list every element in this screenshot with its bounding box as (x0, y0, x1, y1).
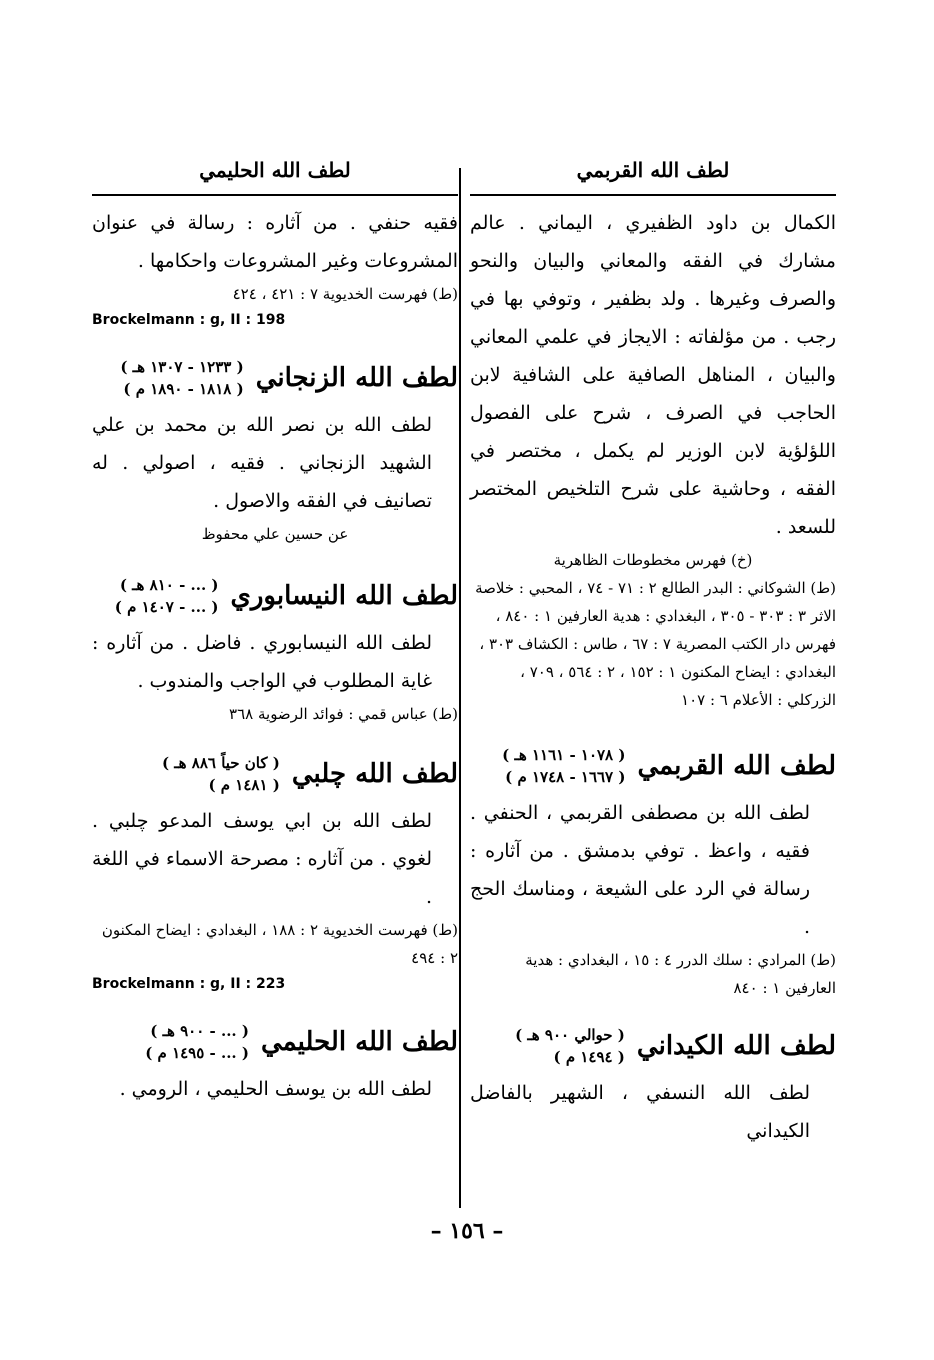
entry-dates (145, 1020, 249, 1064)
entry-name: لطف الله الكيداني (636, 1031, 836, 1061)
entry-dates (120, 356, 243, 400)
gregorian-dates: ( ١٤٨١ م ) (208, 776, 280, 794)
hijri-dates: ( ... - ٨١٠ هـ ) (119, 576, 219, 594)
entry-dates (515, 1024, 625, 1068)
entry-text: لطف الله بن مصطفى القربمي ، الحنفي . فقيه ، واعظ . توفي بدمشق . من آثاره : رسالة في الرد على الشيعة ، ومناسك الحج . (470, 802, 810, 938)
entry-text: لطف الله بن نصر الله بن محمد بن علي الشهيد الزنجاني . فقيه ، اصولي . له تصانيف في الفقه والاصول . (92, 414, 432, 512)
reference: (ط) فهرست الخديوية ٧ : ٤٢١ ، ٤٢٤ (232, 285, 458, 303)
hijri-dates: ( حوالي ٩٠٠ هـ ) (515, 1026, 625, 1044)
entry-dates (502, 744, 625, 788)
hijri-dates: ( كان حياً ٨٨٦ هـ ) (161, 754, 280, 772)
entry-heading (92, 752, 458, 796)
hijri-dates: ( ١٢٣٣ - ١٣٠٧ هـ ) (120, 358, 244, 376)
hijri-dates: ( ... - ٩٠٠ هـ ) (150, 1022, 249, 1040)
hijri-dates: ( ١٠٧٨ - ١١٦١ هـ ) (502, 746, 626, 764)
gregorian-dates: ( ١٨١٨ - ١٨٩٠ م ) (123, 380, 244, 398)
gregorian-dates: ( ... - ١٤٩٥ م ) (145, 1044, 249, 1062)
latin-reference: Brockelmann : g, II : 223 (92, 976, 286, 992)
entry-name: لطف الله چلبي (291, 759, 458, 789)
entry-continued-text: الكمال بن داود الظفيري ، اليماني . عالم مشارك في الفقه والمعاني والبيان والنحو والصرف وغيرها . ولد بظفير ، وتوفي بها في رجب . من مؤلفاته : الايجاز في علمي المعاني والبيان ، المناهل الصافية على الشافية لابن الحاجب في الصرف ، شرح على الفصول اللؤلؤية لابن الوزير لم يكمل ، مختصر في الفقه ، وحاشية على شرح التلخيص المختصر للسعد . (470, 212, 836, 538)
entry-dates (162, 752, 280, 796)
right-running-head: لطف الله القربمي (470, 150, 836, 196)
latin-reference: Brockelmann : g, II : 198 (92, 312, 286, 328)
reference: عن حسين علي محفوظ (201, 525, 349, 543)
reference: (ط) الشوكاني : البدر الطالع ٢ : ٧١ - ٧٤ ، المحبي : خلاصة الاثر ٣ : ٣٠٣ - ٣٠٥ ، البغدادي : هدية العارفين ١ : ٨٤٠ ، فهرس دار الكتب المصرية ٧ : ٦٧ ، طاس : الكشاف ٣٠٣ ، البغدادي : ايضاح المكنون ١ : ١٥٢ ، ٢ : ٥٦٤ ، ٧٠٩ ، الزركلي : الأعلام ٦ : ١٠٧ (475, 579, 836, 709)
gregorian-dates: ( ١٤٩٤ م ) (553, 1048, 625, 1066)
page-number: – ١٥٦ – (430, 1218, 504, 1244)
left-column (92, 150, 458, 1108)
reference: (خ) فهرس مخطوطات الظاهرية (553, 551, 753, 569)
gregorian-dates: ( ... - ١٤٠٧ م ) (114, 598, 219, 616)
entry-heading (470, 744, 836, 788)
entry-text: لطف الله بن ابي يوسف المدعو چلبي . لغوي . من آثاره : مصرحة الاسماء في اللغة . (92, 810, 432, 908)
reference: (ط) عباس قمي : فوائد الرضوية ٣٦٨ (229, 705, 458, 723)
gregorian-dates: ( ١٦٦٧ - ١٧٤٨ م ) (505, 768, 626, 786)
entry-text: لطف الله بن يوسف الحليمي ، الرومي . (119, 1078, 432, 1100)
entry-name: لطف الله النيسابوري (230, 581, 458, 611)
entry-text: لطف الله النيسابوري . فاضل . من آثاره : غاية المطلوب في الواجب والمندوب . (92, 632, 432, 692)
entry-name: لطف الله الحليمي (260, 1027, 458, 1057)
column-divider (459, 168, 461, 1208)
reference: (ط) فهرست الخديوية ٢ : ١٨٨ ، البغدادي : ايضاح المكنون ٢ : ٤٩٤ (101, 921, 458, 967)
entry-dates (115, 574, 219, 618)
entry-name: لطف الله الزنجاني (255, 363, 458, 393)
entry-name: لطف الله القربمي (637, 751, 836, 781)
entry-heading (92, 574, 458, 618)
right-column (470, 150, 836, 1150)
entry-heading (92, 356, 458, 400)
entry-heading (470, 1024, 836, 1068)
entry-heading (92, 1020, 458, 1064)
reference: (ط) المرادي : سلك الدرر ٤ : ١٥ ، البغدادي : هدية العارفين ١ : ٨٤٠ (525, 951, 836, 997)
entry-text: لطف الله النسفي ، الشهير بالفاضل الكيداني (470, 1082, 810, 1142)
left-running-head: لطف الله الحليمي (92, 150, 458, 196)
entry-continued-text: فقيه حنفي . من آثاره : رسالة في عنوان المشروعات وغير المشروعات واحكامها . (92, 212, 458, 272)
